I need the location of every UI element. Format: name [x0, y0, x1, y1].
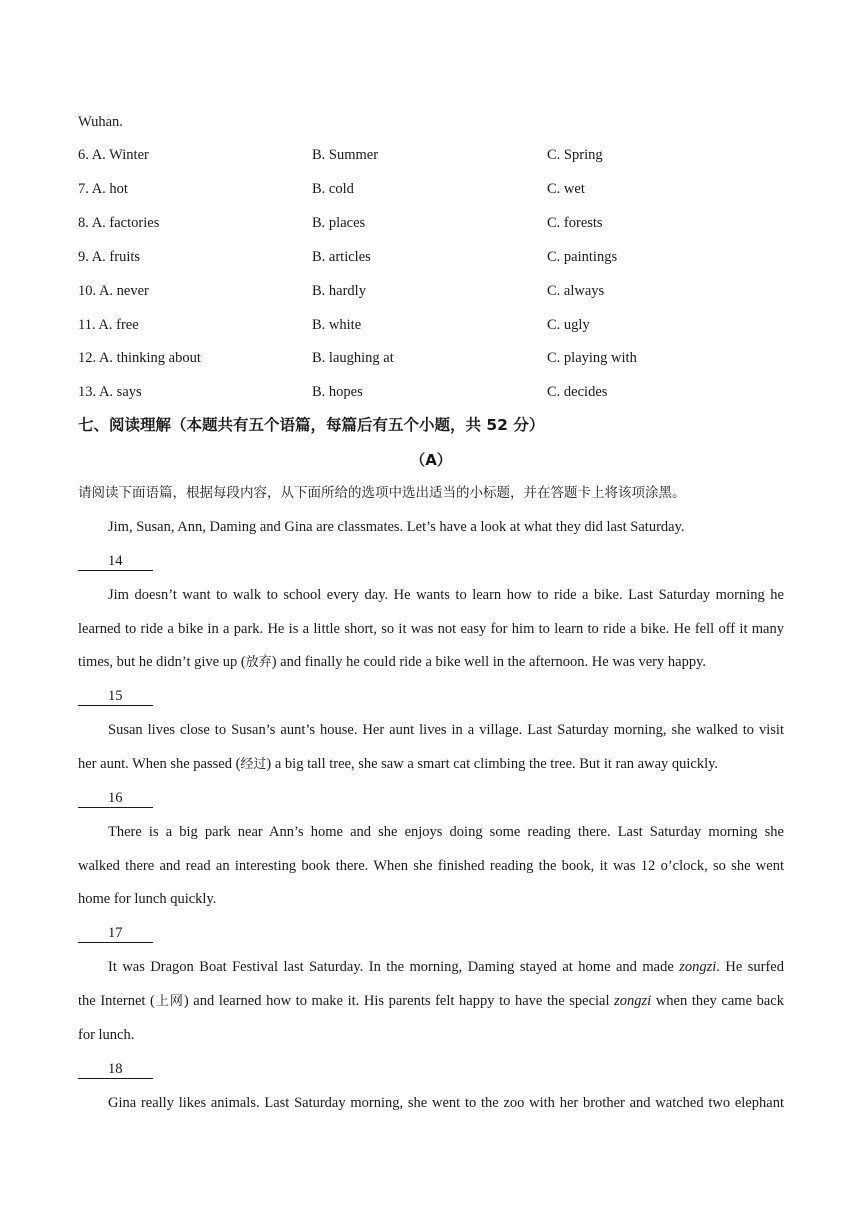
paragraph-14-line: Jim doesn’t want to walk to school every day. He wants to learn how to ride a bike. Last Saturday morning he — [108, 587, 784, 603]
italic-term: zongzi — [614, 993, 652, 1009]
paragraph-14-line — [78, 652, 784, 673]
blank-14: 14 — [78, 552, 153, 571]
paragraph-17-line: for lunch. — [78, 1027, 135, 1043]
option-a: 12. A. thinking about — [78, 350, 201, 366]
paragraph-14-line: learned to ride a bike in a park. He is a little short, so it was not easy for him to learn to ride a bike. He fell off it many — [78, 621, 784, 637]
option-row-9 — [78, 247, 784, 267]
paragraph-16-line: walked there and read an interesting book there. When she finished reading the book, it was 12 o’clock, so she went — [78, 858, 784, 874]
text-segment: her aunt. When she passed ( — [78, 756, 241, 772]
option-b: B. cold — [312, 181, 354, 197]
option-a: 9. A. fruits — [78, 249, 141, 265]
option-a: 13. A. says — [78, 384, 142, 400]
instruction-text: 请阅读下面语篇，根据每段内容，从下面所给的选项中选出适当的小标题，并在答题卡上将该项涂黑。 — [78, 485, 686, 501]
option-row-10 — [78, 281, 784, 301]
intro-paragraph: Jim, Susan, Ann, Daming and Gina are classmates. Let’s have a look at what they did last Saturday. — [108, 519, 685, 535]
option-a: 8. A. factories — [78, 215, 160, 231]
option-b: B. places — [312, 215, 366, 231]
option-row-8 — [78, 213, 784, 233]
option-row-11 — [78, 315, 784, 335]
option-b: B. laughing at — [312, 350, 394, 366]
option-row-13 — [78, 382, 784, 402]
text-segment: It was Dragon Boat Festival last Saturday. In the morning, Daming stayed at home and made — [108, 959, 680, 975]
option-b: B. hopes — [312, 384, 363, 400]
italic-term: zongzi — [679, 959, 717, 975]
option-b: B. Summer — [312, 147, 379, 163]
option-b: B. hardly — [312, 283, 366, 299]
text-segment: ) and learned how to make it. His parents felt happy to have the special — [183, 993, 615, 1009]
option-row-6 — [78, 145, 784, 165]
text-segment: the Internet ( — [78, 993, 155, 1009]
option-c: C. always — [547, 283, 605, 299]
option-c: C. paintings — [547, 249, 618, 265]
text-segment: ) a big tall tree, she saw a smart cat climbing the tree. But it ran away quickly. — [266, 756, 719, 772]
text-segment: when they came back — [651, 993, 784, 1009]
heading-blank — [78, 788, 784, 808]
section-heading: 七、阅读理解（本题共有五个语篇，每篇后有五个小题，共 52 分） — [78, 416, 545, 434]
option-row-7 — [78, 179, 784, 199]
text-segment: times, but he didn’t give up ( — [78, 654, 246, 670]
blank-17: 17 — [78, 924, 153, 943]
heading-blank — [78, 923, 784, 943]
continued-text-line: Wuhan. — [78, 114, 123, 130]
option-a: 11. A. free — [78, 317, 139, 333]
paragraph-16-line: home for lunch quickly. — [78, 891, 217, 907]
paragraph-18-line: Gina really likes animals. Last Saturday morning, she went to the zoo with her brother and watched two elephant — [108, 1095, 784, 1111]
heading-blank — [78, 1059, 784, 1079]
part-label: （A） — [410, 451, 452, 469]
blank-15: 15 — [78, 687, 153, 706]
heading-blank — [78, 686, 784, 706]
paragraph-17-line — [78, 991, 784, 1012]
chinese-gloss: 经过 — [240, 757, 267, 772]
option-c: C. wet — [547, 181, 585, 197]
option-c: C. playing with — [547, 350, 637, 366]
paragraph-15-line: Susan lives close to Susan’s aunt’s house. Her aunt lives in a village. Last Saturday morning, she walked to visit — [108, 722, 784, 738]
option-c: C. decides — [547, 384, 608, 400]
option-c: C. ugly — [547, 317, 590, 333]
option-b: B. white — [312, 317, 362, 333]
option-a: 10. A. never — [78, 283, 149, 299]
paragraph-15-line — [78, 754, 784, 775]
text-segment: . He surfed — [716, 959, 784, 975]
option-a: 7. A. hot — [78, 181, 128, 197]
option-row-12 — [78, 348, 784, 368]
paragraph-17-line — [78, 957, 784, 977]
option-b: B. articles — [312, 249, 371, 265]
blank-18: 18 — [78, 1060, 153, 1079]
chinese-gloss: 放弃 — [245, 655, 272, 670]
option-c: C. Spring — [547, 147, 603, 163]
heading-blank — [78, 551, 784, 571]
option-c: C. forests — [547, 215, 603, 231]
text-segment: ) and finally he could ride a bike well in the afternoon. He was very happy. — [271, 654, 707, 670]
paragraph-16-line: There is a big park near Ann’s home and she enjoys doing some reading there. Last Saturday morning she — [108, 824, 784, 840]
blank-16: 16 — [78, 789, 153, 808]
option-a: 6. A. Winter — [78, 147, 149, 163]
chinese-gloss: 上网 — [154, 994, 184, 1009]
